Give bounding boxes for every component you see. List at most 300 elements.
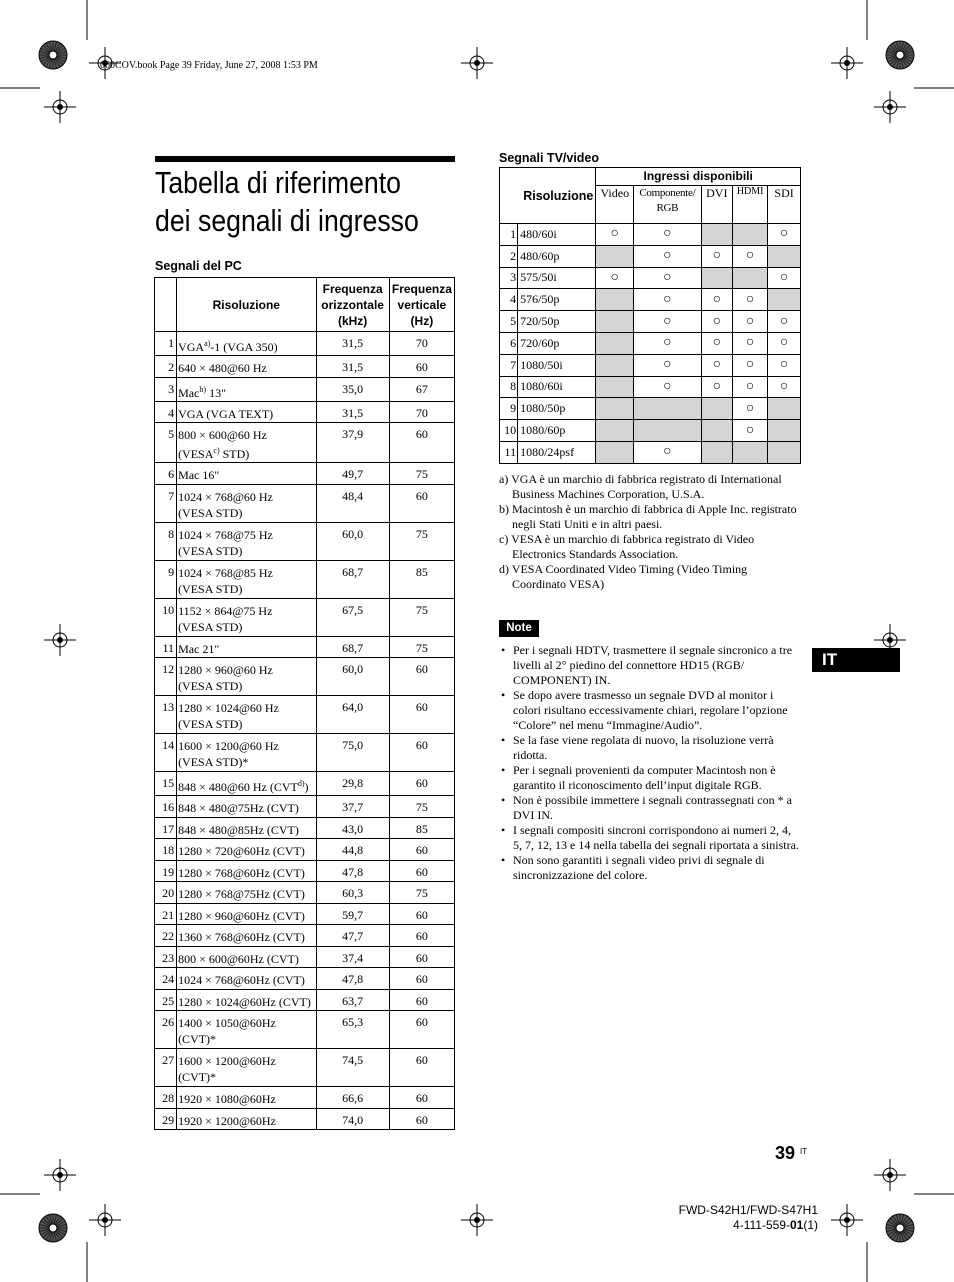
dvi-cell [701, 354, 733, 376]
horizontal-frequency: 75,0 [316, 734, 389, 772]
component-cell [634, 398, 701, 420]
resolution-text-line-2: (CVT)* [178, 1032, 217, 1046]
tv-header-component-line-2: RGB [656, 202, 679, 214]
table-row [155, 658, 455, 696]
pc-section-title: Segnali del PC [155, 259, 242, 273]
pc-header-number [155, 278, 177, 332]
resolution-text: 1280 × 720@60Hz (CVT) [178, 844, 305, 858]
vertical-frequency: 60 [389, 658, 454, 696]
component-cell [634, 376, 701, 398]
table-row [500, 398, 801, 420]
horizontal-frequency: 59,7 [316, 903, 389, 925]
sdi-cell [768, 441, 801, 463]
row-number: 13 [155, 696, 177, 734]
table-row [155, 598, 455, 636]
resolution-cell: 720/50p [518, 311, 596, 333]
table-row [500, 441, 801, 463]
resolution-cell: 1080/60i [518, 376, 596, 398]
resolution-cell: 1080/50i [518, 354, 596, 376]
resolution-text-line-2: (VESA STD) [178, 679, 243, 693]
horizontal-frequency: 47,8 [316, 860, 389, 882]
resolution-text: 1280 × 768@60Hz (CVT) [178, 865, 305, 880]
resolution-text: Mac 21" [178, 641, 220, 656]
page-title [155, 164, 419, 240]
sdi-cell [768, 332, 801, 354]
model-info [660, 1203, 818, 1233]
resolution-cell [177, 401, 316, 423]
resolution-cell [177, 1011, 316, 1049]
horizontal-frequency: 68,7 [316, 636, 389, 658]
sdi-cell [768, 398, 801, 420]
vertical-frequency: 70 [389, 332, 454, 356]
resolution-text: 1280 × 1024@60Hz (CVT) [178, 994, 311, 1009]
footnote: a) VGA è un marchio di fabbrica registrato di International Business Machines Corporation, U.S.A. [499, 472, 782, 501]
table-row [500, 224, 801, 246]
horizontal-frequency: 44,8 [316, 839, 389, 861]
hdmi-cell [733, 376, 768, 398]
resolution-cell: 480/60p [518, 245, 596, 267]
footnote-ref: c) [213, 446, 220, 455]
resolution-cell [177, 903, 316, 925]
row-number: 16 [155, 796, 177, 818]
resolution-text: 848 × 480@60 Hz (CVT [178, 780, 298, 794]
availability-mark: ○ [610, 269, 619, 285]
table-row [500, 311, 801, 333]
page-title-line-1: Tabella di riferimento [155, 165, 401, 200]
vertical-frequency: 60 [389, 356, 454, 378]
table-row [155, 636, 455, 658]
horizontal-frequency: 65,3 [316, 1011, 389, 1049]
table-row [155, 484, 455, 522]
vertical-frequency: 60 [389, 484, 454, 522]
resolution-text: 640 × 480@60 Hz [178, 361, 267, 375]
availability-mark: ○ [745, 422, 755, 438]
page-number-suffix: IT [800, 1147, 808, 1156]
availability-mark: ○ [663, 378, 672, 394]
availability-mark: ○ [745, 248, 755, 264]
vertical-frequency: 60 [389, 968, 454, 990]
row-number: 11 [500, 441, 518, 463]
tv-header-component [634, 186, 701, 224]
resolution-cell: 720/60p [518, 332, 596, 354]
tv-header-resolution: Risoluzione [500, 168, 596, 224]
horizontal-frequency: 35,0 [316, 377, 389, 401]
row-number: 7 [500, 354, 518, 376]
availability-mark: ○ [745, 291, 755, 307]
availability-mark: ○ [745, 400, 755, 416]
dvi-cell [701, 289, 733, 311]
vertical-frequency: 70 [389, 401, 454, 423]
note-item: • I segnali compositi sincroni corrispondono ai numeri 2, 4, 5, 7, 12, 13 e 14 nella tabella dei segnali riportata a sinistra. [499, 823, 801, 853]
footnote: d) VESA Coordinated Video Timing (Video Timing Coordinato VESA) [499, 562, 748, 591]
tv-header-inputs: Ingressi disponibili [596, 168, 801, 186]
pc-header-vertical-line-2: verticale [397, 297, 447, 312]
vertical-frequency: 60 [389, 946, 454, 968]
row-number: 21 [155, 903, 177, 925]
availability-mark: ○ [663, 444, 672, 460]
availability-mark: ○ [663, 291, 672, 307]
resolution-cell: 1080/50p [518, 398, 596, 420]
footnotes [499, 472, 804, 592]
table-row [155, 1087, 455, 1109]
table-row [155, 903, 455, 925]
availability-mark: ○ [712, 248, 722, 264]
availability-mark: ○ [779, 357, 789, 373]
resolution-text: 1280 × 1024@60 Hz [178, 701, 279, 715]
table-row [155, 696, 455, 734]
availability-mark: ○ [712, 335, 722, 351]
table-row [155, 1011, 455, 1049]
footnote: b) Macintosh è un marchio di fabbrica di Apple Inc. registrato negli Stati Uniti e in altri paesi. [499, 502, 797, 531]
table-row [500, 354, 801, 376]
table-row [500, 245, 801, 267]
pc-header-vertical-line-1: Frequenza [391, 281, 452, 296]
resolution-text-line-2: (VESA STD)* [178, 755, 249, 769]
part-code-suffix: (1) [803, 1218, 818, 1232]
resolution-text: 1152 × 864@75 Hz [178, 603, 273, 618]
component-cell [634, 354, 701, 376]
resolution-text: 1280 × 768@75Hz (CVT) [178, 887, 305, 901]
availability-mark: ○ [712, 378, 722, 394]
availability-mark: ○ [712, 357, 722, 373]
vertical-frequency: 60 [389, 696, 454, 734]
resolution-text: 1024 × 768@85 Hz [178, 565, 273, 580]
resolution-cell: 576/50p [518, 289, 596, 311]
vertical-frequency: 60 [389, 839, 454, 861]
availability-mark: ○ [712, 291, 722, 307]
resolution-cell [177, 560, 316, 598]
note-item: • Se la fase viene regolata di nuovo, la risoluzione verrà ridotta. [499, 733, 801, 763]
row-number: 6 [155, 463, 177, 485]
horizontal-frequency: 37,4 [316, 946, 389, 968]
resolution-cell [177, 1108, 316, 1130]
resolution-cell [177, 839, 316, 861]
vertical-frequency: 60 [389, 903, 454, 925]
note-item: • Se dopo avere trasmesso un segnale DVD al monitor i colori risultano eccessivamente chiari, regolare l’opzione “Colore” nel menu “Immagine/Audio”. [499, 688, 801, 733]
resolution-text-line-2: (CVT)* [178, 1070, 217, 1084]
tv-video-signal-table [499, 167, 801, 464]
row-number: 26 [155, 1011, 177, 1049]
horizontal-frequency: 43,0 [316, 817, 389, 839]
availability-mark: ○ [663, 357, 672, 373]
video-cell [596, 420, 634, 442]
resolution-cell [177, 968, 316, 990]
row-number: 25 [155, 989, 177, 1011]
dvi-cell [701, 441, 733, 463]
resolution-text-suffix: -1 (VGA 350) [210, 340, 278, 354]
component-cell [634, 289, 701, 311]
row-number: 19 [155, 860, 177, 882]
table-row [500, 332, 801, 354]
resolution-text: 1600 × 1200@60 Hz [178, 739, 279, 753]
row-number: 15 [155, 772, 177, 796]
availability-mark: ○ [663, 335, 672, 351]
resolution-cell [177, 734, 316, 772]
note-item: • Non sono garantiti i segnali video privi di segnale di sincronizzazione del colore. [499, 853, 801, 883]
tv-section-title: Segnali TV/video [499, 151, 600, 165]
pc-header-vertical [389, 278, 454, 332]
horizontal-frequency: 67,5 [316, 598, 389, 636]
tv-header-hdmi: HDMI [733, 186, 768, 224]
resolution-text: 800 × 600@60Hz (CVT) [178, 951, 299, 966]
horizontal-frequency: 63,7 [316, 989, 389, 1011]
resolution-text-suffix: 13" [206, 385, 226, 400]
table-row [155, 522, 455, 560]
resolution-cell [177, 696, 316, 734]
table-row [155, 1108, 455, 1130]
row-number: 29 [155, 1108, 177, 1130]
hdmi-cell [733, 354, 768, 376]
row-number: 10 [500, 420, 518, 442]
row-number: 7 [155, 484, 177, 522]
sdi-cell [768, 420, 801, 442]
availability-mark: ○ [745, 335, 755, 351]
dvi-cell [701, 376, 733, 398]
part-code-bold: 01 [789, 1218, 804, 1232]
table-row [155, 882, 455, 904]
dvi-cell [701, 332, 733, 354]
row-number: 9 [500, 398, 518, 420]
resolution-cell [177, 377, 316, 401]
dvi-cell [701, 267, 733, 289]
vertical-frequency: 60 [389, 989, 454, 1011]
footnote-ref: d) [297, 779, 305, 788]
hdmi-cell [733, 245, 768, 267]
component-cell [634, 332, 701, 354]
horizontal-frequency: 60,3 [316, 882, 389, 904]
resolution-cell [177, 989, 316, 1011]
horizontal-frequency: 60,0 [316, 522, 389, 560]
sdi-cell [768, 267, 801, 289]
pc-header-horizontal-line-2: orizzontale [321, 297, 384, 312]
resolution-text: Mac [178, 385, 200, 400]
row-number: 18 [155, 839, 177, 861]
resolution-cell [177, 522, 316, 560]
resolution-cell [177, 860, 316, 882]
table-row [155, 423, 455, 463]
horizontal-frequency: 29,8 [316, 772, 389, 796]
horizontal-frequency: 64,0 [316, 696, 389, 734]
vertical-frequency: 75 [389, 598, 454, 636]
book-header-note: 060COV.book Page 39 Friday, June 27, 2008 1:53 PM [100, 60, 318, 71]
availability-mark: ○ [663, 269, 672, 285]
hdmi-cell [733, 289, 768, 311]
resolution-cell [177, 332, 316, 356]
table-row [155, 860, 455, 882]
availability-mark: ○ [745, 378, 755, 394]
horizontal-frequency: 31,5 [316, 356, 389, 378]
resolution-text: 1600 × 1200@60Hz [178, 1054, 276, 1068]
language-tab: IT [812, 648, 900, 672]
resolution-cell [177, 356, 316, 378]
video-cell [596, 354, 634, 376]
resolution-text-suffix: ) [304, 780, 309, 794]
horizontal-frequency: 66,6 [316, 1087, 389, 1109]
resolution-cell [177, 484, 316, 522]
table-row [155, 560, 455, 598]
sdi-cell [768, 376, 801, 398]
horizontal-frequency: 49,7 [316, 463, 389, 485]
table-row [155, 839, 455, 861]
page-title-line-2: dei segnali di ingresso [155, 203, 419, 238]
resolution-cell: 1080/60p [518, 420, 596, 442]
video-cell [596, 311, 634, 333]
pc-header-horizontal [316, 278, 389, 332]
sdi-cell [768, 289, 801, 311]
resolution-text: 1280 × 960@60Hz (CVT) [178, 908, 305, 923]
hdmi-cell [733, 441, 768, 463]
pc-header-vertical-line-3: (Hz) [410, 313, 434, 328]
resolution-text: 800 × 600@60 Hz [178, 428, 267, 442]
row-number: 4 [155, 401, 177, 423]
resolution-cell [177, 1049, 316, 1087]
row-number: 20 [155, 882, 177, 904]
table-row [155, 772, 455, 796]
vertical-frequency: 75 [389, 796, 454, 818]
resolution-text: VGA [178, 340, 205, 354]
availability-mark: ○ [745, 357, 755, 373]
part-code [660, 1218, 818, 1233]
resolution-cell: 1080/24psf [518, 441, 596, 463]
horizontal-frequency: 60,0 [316, 658, 389, 696]
row-number: 23 [155, 946, 177, 968]
availability-mark: ○ [779, 313, 789, 329]
resolution-cell [177, 636, 316, 658]
resolution-cell [177, 946, 316, 968]
resolution-cell [177, 882, 316, 904]
row-number: 12 [155, 658, 177, 696]
resolution-cell [177, 658, 316, 696]
resolution-text-line-2: (VESA STD) [178, 543, 243, 558]
video-cell [596, 289, 634, 311]
row-number: 2 [500, 245, 518, 267]
resolution-text: 1024 × 768@60 Hz [178, 489, 273, 504]
hdmi-cell [733, 420, 768, 442]
table-row [155, 817, 455, 839]
row-number: 14 [155, 734, 177, 772]
resolution-cell: 575/50i [518, 267, 596, 289]
dvi-cell [701, 311, 733, 333]
resolution-text: 1280 × 960@60 Hz [178, 663, 273, 677]
availability-mark: ○ [663, 313, 672, 329]
availability-mark: ○ [779, 378, 789, 394]
vertical-frequency: 60 [389, 772, 454, 796]
video-cell [596, 441, 634, 463]
vertical-frequency: 75 [389, 522, 454, 560]
vertical-frequency: 60 [389, 423, 454, 463]
video-cell [596, 267, 634, 289]
resolution-text: 1024 × 768@60Hz (CVT) [178, 973, 305, 987]
resolution-cell [177, 817, 316, 839]
hdmi-cell [733, 332, 768, 354]
model-line: FWD-S42H1/FWD-S47H1 [678, 1203, 818, 1217]
availability-mark: ○ [712, 313, 722, 329]
table-row [155, 989, 455, 1011]
vertical-frequency: 75 [389, 636, 454, 658]
hdmi-cell [733, 267, 768, 289]
resolution-cell: 480/60i [518, 224, 596, 246]
availability-mark: ○ [663, 226, 672, 242]
row-number: 9 [155, 560, 177, 598]
resolution-text: VGA (VGA TEXT) [178, 406, 274, 421]
resolution-text: 848 × 480@75Hz (CVT) [178, 801, 299, 815]
footnote-ref: b) [199, 384, 207, 394]
hdmi-cell [733, 311, 768, 333]
note-badge: Note [499, 620, 539, 637]
resolution-cell [177, 463, 316, 485]
row-number: 24 [155, 968, 177, 990]
sdi-cell [768, 224, 801, 246]
table-row [155, 332, 455, 356]
dvi-cell [701, 224, 733, 246]
table-row [155, 925, 455, 947]
vertical-frequency: 85 [389, 817, 454, 839]
availability-mark: ○ [779, 335, 789, 351]
resolution-text: 1400 × 1050@60Hz [178, 1016, 276, 1030]
availability-mark: ○ [779, 269, 789, 285]
horizontal-frequency: 47,7 [316, 925, 389, 947]
vertical-frequency: 75 [389, 463, 454, 485]
horizontal-frequency: 31,5 [316, 332, 389, 356]
table-row [155, 377, 455, 401]
tv-header-sdi: SDI [768, 186, 801, 224]
tv-header-component-line-1: Componente/ [639, 187, 696, 199]
pc-header-horizontal-line-3: (kHz) [337, 313, 368, 328]
vertical-frequency: 75 [389, 882, 454, 904]
availability-mark: ○ [610, 226, 619, 242]
note-item: • Per i segnali HDTV, trasmettere il segnale sincronico a tre livelli al 2° piedino del connettore HD15 (RGB/ COMPONENT) IN. [499, 643, 801, 688]
row-number: 11 [155, 636, 177, 658]
vertical-frequency: 60 [389, 860, 454, 882]
resolution-text-line-2-suffix: STD) [219, 447, 250, 461]
resolution-cell [177, 598, 316, 636]
vertical-frequency: 60 [389, 1049, 454, 1087]
dvi-cell [701, 398, 733, 420]
horizontal-frequency: 48,4 [316, 484, 389, 522]
vertical-frequency: 67 [389, 377, 454, 401]
resolution-cell [177, 925, 316, 947]
dvi-cell [701, 245, 733, 267]
pc-signal-table [154, 277, 455, 1130]
component-cell [634, 441, 701, 463]
resolution-text: 1024 × 768@75 Hz [178, 527, 273, 542]
table-row [155, 734, 455, 772]
row-number: 5 [155, 423, 177, 463]
horizontal-frequency: 37,7 [316, 796, 389, 818]
resolution-text-line-2: (VESA STD) [178, 717, 243, 731]
notes-list [499, 643, 801, 883]
resolution-text-line-2: (VESA STD) [178, 505, 243, 520]
component-cell [634, 311, 701, 333]
row-number: 3 [500, 267, 518, 289]
hdmi-cell [733, 224, 768, 246]
vertical-frequency: 60 [389, 1108, 454, 1130]
row-number: 2 [155, 356, 177, 378]
horizontal-frequency: 74,5 [316, 1049, 389, 1087]
resolution-text-line-2: (VESA STD) [178, 619, 243, 634]
horizontal-frequency: 74,0 [316, 1108, 389, 1130]
vertical-frequency: 85 [389, 560, 454, 598]
sdi-cell [768, 311, 801, 333]
resolution-text: 1920 × 1080@60Hz [178, 1092, 276, 1106]
table-row [500, 289, 801, 311]
horizontal-frequency: 37,9 [316, 423, 389, 463]
footnote-ref: a) [204, 339, 211, 348]
availability-mark: ○ [663, 248, 672, 264]
resolution-cell [177, 1087, 316, 1109]
resolution-text: 1920 × 1200@60Hz [178, 1113, 276, 1128]
footnote: c) VESA è un marchio di fabbrica registrato di Video Electronics Standards Association. [499, 532, 755, 561]
